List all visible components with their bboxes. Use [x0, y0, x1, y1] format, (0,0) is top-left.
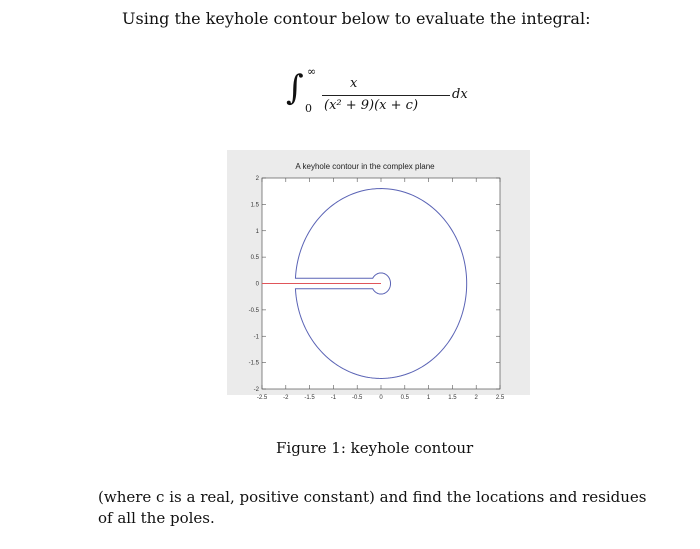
x-tick-label: -0.5 [352, 395, 363, 401]
differential: dx [452, 87, 468, 102]
x-tick-label: 0 [379, 395, 383, 401]
x-tick-label: 2.5 [495, 395, 505, 401]
integrand-denominator: (x² + 9)(x + c) [324, 98, 419, 113]
x-tick-label: 1 [426, 395, 431, 401]
x-tick-label: 1.5 [448, 395, 457, 401]
integral-sign: ∫ [286, 68, 304, 108]
x-tick-label: -2.5 [256, 395, 268, 401]
keyhole-figure [200, 150, 530, 410]
integral-expression [280, 65, 470, 120]
y-tick-label: 0.5 [250, 255, 259, 262]
problem-statement: (where c is a real, positive constant) and find the locations and residues of all the poles. [98, 488, 647, 527]
x-tick-label: -1 [330, 395, 337, 401]
chart-title: A keyhole contour in the complex plane [295, 162, 435, 171]
y-tick-label: -0.5 [248, 307, 259, 314]
y-tick-label: 2 [255, 176, 259, 182]
upper-limit: ∞ [307, 65, 317, 78]
x-tick-label: 2 [474, 395, 478, 401]
y-tick-label: -2 [253, 387, 259, 393]
y-tick-label: -1.5 [248, 360, 259, 367]
y-tick-label: -1 [253, 334, 259, 341]
y-tick-label: 1 [255, 228, 259, 235]
x-tick-label: -1.5 [304, 395, 315, 401]
y-tick-label: 0 [255, 281, 259, 288]
integrand-numerator: x [350, 76, 358, 91]
lower-limit: 0 [305, 102, 312, 115]
x-tick-label: -2 [283, 395, 289, 401]
problem-prompt: Using the keyhole contour below to evaluate the integral: [122, 9, 591, 28]
x-tick-label: 0.5 [400, 395, 409, 401]
fraction-bar [322, 95, 450, 96]
figure-caption: Figure 1: keyhole contour [276, 439, 474, 457]
keyhole-chart [200, 150, 530, 410]
y-tick-label: 1.5 [250, 202, 259, 209]
